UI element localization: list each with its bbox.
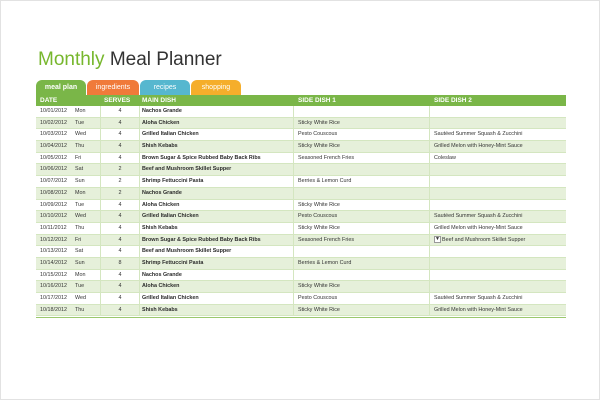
cell-serves[interactable]: 4 [118, 131, 122, 138]
column-divider [100, 305, 101, 316]
cell-main-dish[interactable]: Nachos Grande [142, 271, 182, 278]
cell-side-dish-1[interactable]: Pesto Couscous [298, 131, 338, 138]
column-divider [429, 305, 430, 316]
table-bottom-border [36, 317, 566, 318]
cell-side-dish-2-text: Beef and Mushroom Skillet Supper [442, 236, 526, 243]
cell-side-dish-2[interactable]: Sautéed Summer Squash & Zucchini [434, 295, 523, 301]
column-divider [429, 118, 430, 129]
cell-main-dish[interactable]: Shish Kebabs [142, 306, 178, 313]
cell-date[interactable]: 10/17/2012 [40, 295, 67, 301]
column-divider [429, 293, 430, 304]
cell-date[interactable]: 10/07/2012 [40, 178, 67, 185]
column-divider [429, 188, 430, 199]
dropdown-arrow-icon[interactable]: ▼ [435, 235, 440, 242]
cell-day[interactable]: Sat [75, 248, 84, 255]
cell-day[interactable]: Sun [75, 259, 85, 266]
header-side-dish-2[interactable]: SIDE DISH 2 [434, 97, 472, 104]
cell-side-dish-1[interactable]: Sticky White Rice [298, 306, 340, 313]
cell-serves[interactable]: 4 [118, 295, 122, 301]
cell-date[interactable]: 10/05/2012 [40, 154, 67, 161]
column-divider [139, 211, 140, 222]
cell-side-dish-1[interactable]: Berries & Lemon Curd [298, 178, 352, 185]
column-divider [100, 188, 101, 199]
column-divider [100, 246, 101, 257]
cell-side-dish-2[interactable]: Grilled Melon with Honey-Mint Sauce [434, 224, 523, 231]
column-divider [293, 141, 294, 152]
cell-serves[interactable]: 4 [118, 248, 122, 255]
cell-side-dish-1[interactable]: Seasoned French Fries [298, 236, 355, 243]
cell-day[interactable]: Tue [75, 119, 85, 126]
cell-day[interactable]: Tue [75, 283, 85, 290]
cell-date[interactable]: 10/18/2012 [40, 306, 67, 313]
table-row [36, 270, 566, 282]
cell-side-dish-1[interactable] [298, 106, 428, 117]
tab-meal-plan[interactable]: meal plan [36, 80, 86, 95]
header-date[interactable]: DATE [40, 97, 58, 104]
column-divider [293, 188, 294, 199]
cell-serves[interactable]: 2 [118, 166, 122, 173]
column-divider [139, 235, 140, 246]
header-serves[interactable]: SERVES [104, 97, 131, 104]
header-main-dish[interactable]: MAIN DISH [142, 97, 176, 104]
cell-serves[interactable]: 4 [118, 224, 122, 231]
cell-main-dish[interactable]: Nachos Grande [142, 189, 182, 196]
cell-day[interactable]: Fri [75, 236, 82, 243]
column-divider [429, 200, 430, 211]
column-divider [293, 305, 294, 316]
cell-side-dish-2[interactable]: Coleslaw [434, 154, 456, 161]
table-row [36, 223, 566, 235]
cell-date[interactable]: 10/15/2012 [40, 271, 67, 278]
column-divider [293, 200, 294, 211]
table-row [36, 164, 566, 176]
table-row [36, 188, 566, 200]
table-row [36, 200, 566, 212]
cell-side-dish-1[interactable]: Seasoned French Fries [298, 154, 355, 161]
table-row [36, 246, 566, 258]
cell-side-dish-1[interactable]: Pesto Couscous [298, 213, 338, 220]
cell-main-dish[interactable]: Beef and Mushroom Skillet Supper [142, 248, 232, 255]
column-divider [429, 129, 430, 140]
table-row [36, 211, 566, 223]
cell-day[interactable]: Wed [75, 295, 86, 301]
cell-serves[interactable]: 4 [118, 271, 122, 278]
cell-side-dish-2[interactable]: Grilled Melon with Honey-Mint Sauce [434, 143, 523, 150]
cell-day[interactable]: Mon [75, 271, 86, 278]
table-row [36, 281, 566, 293]
cell-side-dish-1[interactable]: Sticky White Rice [298, 283, 340, 290]
column-divider [100, 153, 101, 164]
cell-day[interactable]: Sat [75, 166, 84, 173]
cell-serves[interactable]: 4 [118, 143, 122, 150]
cell-main-dish[interactable]: Beef and Mushroom Skillet Supper [142, 166, 232, 173]
column-divider [100, 211, 101, 222]
cell-date[interactable]: 10/01/2012 [40, 108, 67, 114]
page-title [38, 49, 222, 71]
cell-date[interactable]: 10/04/2012 [40, 143, 67, 150]
cell-side-dish-1[interactable]: Sticky White Rice [298, 201, 340, 208]
cell-serves[interactable]: 2 [118, 178, 122, 185]
cell-side-dish-2[interactable] [434, 118, 564, 129]
cell-serves[interactable]: 2 [118, 189, 122, 196]
cell-side-dish-2[interactable] [434, 106, 564, 117]
cell-side-dish-1[interactable]: Sticky White Rice [298, 143, 340, 150]
column-divider [100, 258, 101, 269]
cell-side-dish-1[interactable]: Sticky White Rice [298, 224, 340, 231]
title-word-meal-planner: Meal Planner [109, 49, 222, 70]
cell-date[interactable]: 10/10/2012 [40, 213, 67, 220]
column-divider [429, 235, 430, 246]
cell-side-dish-2[interactable] [434, 270, 564, 281]
table-row [36, 235, 566, 247]
column-divider [139, 141, 140, 152]
table-header [36, 95, 566, 106]
column-divider [293, 246, 294, 257]
table-row [36, 129, 566, 141]
column-divider [100, 118, 101, 129]
column-divider [100, 106, 101, 117]
column-divider [139, 164, 140, 175]
cell-main-dish[interactable]: Grilled Italian Chicken [142, 213, 199, 220]
cell-main-dish[interactable]: Aloha Chicken [142, 201, 180, 208]
cell-serves[interactable]: 4 [118, 306, 122, 313]
cell-side-dish-1[interactable]: Berries & Lemon Curd [298, 259, 352, 266]
cell-side-dish-1[interactable]: Pesto Couscous [298, 295, 338, 301]
column-divider [100, 200, 101, 211]
cell-side-dish-1[interactable] [298, 270, 428, 281]
cell-side-dish-2[interactable] [434, 258, 564, 269]
table-row [36, 293, 566, 305]
cell-serves[interactable]: 4 [118, 213, 122, 220]
column-divider [429, 153, 430, 164]
column-divider [100, 281, 101, 292]
column-divider [429, 270, 430, 281]
cell-day[interactable]: Tue [75, 201, 85, 208]
column-divider [429, 164, 430, 175]
table-row [36, 176, 566, 188]
cell-main-dish[interactable]: Aloha Chicken [142, 119, 180, 126]
column-divider [139, 129, 140, 140]
column-divider [139, 246, 140, 257]
cell-day[interactable]: Sun [75, 178, 85, 185]
column-divider [293, 223, 294, 234]
table-row [36, 258, 566, 270]
table-row [36, 106, 566, 118]
table-row [36, 118, 566, 130]
cell-side-dish-1[interactable] [298, 188, 428, 199]
column-divider [429, 176, 430, 187]
cell-main-dish[interactable]: Shish Kebabs [142, 224, 178, 231]
cell-date[interactable]: 10/14/2012 [40, 259, 67, 266]
cell-serves[interactable]: 8 [118, 259, 122, 266]
cell-main-dish[interactable]: Shish Kebabs [142, 143, 178, 150]
cell-side-dish-2[interactable]: Sautéed Summer Squash & Zucchini [434, 213, 523, 220]
cell-date[interactable]: 10/08/2012 [40, 189, 67, 196]
cell-date[interactable]: 10/11/2012 [40, 224, 67, 231]
tab-ingredients[interactable]: ingredients [87, 80, 139, 95]
tab-shopping[interactable]: shopping [191, 80, 241, 95]
column-divider [429, 258, 430, 269]
column-divider [139, 258, 140, 269]
column-divider [100, 235, 101, 246]
column-divider [429, 223, 430, 234]
cell-main-dish[interactable]: Grilled Italian Chicken [142, 295, 199, 301]
column-divider [293, 270, 294, 281]
column-divider [293, 176, 294, 187]
cell-serves[interactable]: 4 [118, 108, 122, 114]
cell-day[interactable]: Wed [75, 131, 86, 138]
cell-day[interactable]: Thu [75, 224, 85, 231]
cell-main-dish[interactable]: Brown Sugar & Spice Rubbed Baby Back Ribs [142, 236, 261, 243]
column-divider [139, 118, 140, 129]
cell-main-dish[interactable]: Grilled Italian Chicken [142, 131, 199, 138]
cell-side-dish-2[interactable] [434, 235, 564, 246]
cell-date[interactable]: 10/03/2012 [40, 131, 67, 138]
column-divider [429, 246, 430, 257]
cell-date[interactable]: 10/12/2012 [40, 236, 67, 243]
cell-main-dish[interactable]: Shrimp Fettuccini Pasta [142, 259, 204, 266]
column-divider [100, 129, 101, 140]
cell-side-dish-2[interactable] [434, 176, 564, 187]
column-divider [293, 211, 294, 222]
cell-day[interactable]: Mon [75, 108, 86, 114]
cell-serves[interactable]: 4 [118, 283, 122, 290]
cell-main-dish[interactable]: Shrimp Fettuccini Pasta [142, 178, 204, 185]
cell-date[interactable]: 10/02/2012 [40, 119, 67, 126]
column-divider [293, 235, 294, 246]
column-divider [429, 211, 430, 222]
column-divider [100, 176, 101, 187]
column-divider [139, 106, 140, 117]
cell-day[interactable]: Mon [75, 189, 86, 196]
column-divider [100, 164, 101, 175]
cell-day[interactable]: Thu [75, 143, 85, 150]
column-divider [139, 200, 140, 211]
cell-side-dish-1[interactable]: Sticky White Rice [298, 119, 340, 126]
cell-side-dish-2[interactable] [434, 188, 564, 199]
cell-side-dish-2[interactable]: Grilled Melon with Honey-Mint Sauce [434, 306, 523, 313]
column-divider [293, 293, 294, 304]
column-divider [139, 281, 140, 292]
cell-date[interactable]: 10/13/2012 [40, 248, 67, 255]
cell-date[interactable]: 10/09/2012 [40, 201, 67, 208]
cell-day[interactable]: Wed [75, 213, 86, 220]
column-divider [100, 270, 101, 281]
table-row [36, 305, 566, 317]
cell-side-dish-1[interactable] [298, 164, 428, 175]
cell-date[interactable]: 10/06/2012 [40, 166, 67, 173]
cell-side-dish-2[interactable] [434, 281, 564, 292]
table-row [36, 153, 566, 165]
cell-side-dish-2[interactable] [434, 164, 564, 175]
table-row [36, 141, 566, 153]
cell-side-dish-2[interactable] [434, 246, 564, 257]
column-divider [100, 223, 101, 234]
cell-day[interactable]: Fri [75, 154, 82, 161]
column-divider [429, 281, 430, 292]
cell-main-dish[interactable]: Brown Sugar & Spice Rubbed Baby Back Ribs [142, 154, 261, 161]
column-divider [139, 305, 140, 316]
title-word-monthly: Monthly [38, 49, 105, 70]
column-divider [139, 223, 140, 234]
header-side-dish-1[interactable]: SIDE DISH 1 [298, 97, 336, 104]
column-divider [139, 270, 140, 281]
cell-main-dish[interactable]: Nachos Grande [142, 108, 182, 114]
column-divider [429, 141, 430, 152]
column-divider [139, 188, 140, 199]
column-divider [293, 129, 294, 140]
column-divider [139, 153, 140, 164]
cell-serves[interactable]: 4 [118, 119, 122, 126]
column-divider [139, 293, 140, 304]
column-divider [100, 293, 101, 304]
cell-main-dish[interactable]: Aloha Chicken [142, 283, 180, 290]
column-divider [100, 141, 101, 152]
cell-serves[interactable]: 4 [118, 201, 122, 208]
column-divider [293, 258, 294, 269]
meal-table-body [36, 106, 566, 316]
column-divider [293, 153, 294, 164]
column-divider [139, 176, 140, 187]
cell-serves[interactable]: 4 [118, 154, 122, 161]
cell-side-dish-1[interactable] [298, 246, 428, 257]
column-divider [293, 118, 294, 129]
column-divider [293, 164, 294, 175]
cell-date[interactable]: 10/16/2012 [40, 283, 67, 290]
cell-side-dish-2[interactable] [434, 200, 564, 211]
cell-side-dish-2[interactable]: Sautéed Summer Squash & Zucchini [434, 131, 523, 138]
cell-day[interactable]: Thu [75, 306, 85, 313]
cell-serves[interactable]: 4 [118, 236, 122, 243]
column-divider [293, 106, 294, 117]
column-divider [293, 281, 294, 292]
tab-recipes[interactable]: recipes [140, 80, 190, 95]
column-divider [429, 106, 430, 117]
